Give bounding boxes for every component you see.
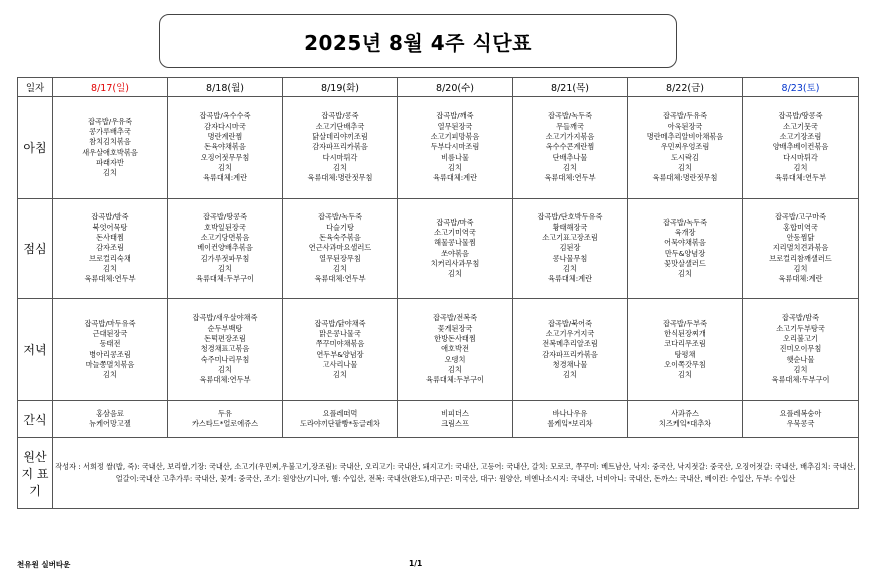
origin-text: 작성자 : 서희정 쌀(밥, 죽): 국내산, 보리쌀,기장: 국내산, 소고기(우민찌,우불고기,장조림): 국내산, 오리고기: 국내산, 돼지고기: 국내산, 고등어: 국내산, 갈치: 모로코, 쭈꾸미: 베트남산, 낙지: 중국산, 낙지젓갈: 중국산, 오징어젓갈: 국내산, 배추김치: 국내산, 얼갈이:국내산 고추가루: 국내산, 꽃게: 중국산, 조기: 원양산/기니아, 햄: 수입산, 전복: 국내산(완도),대구곤: 미국산, 대구: 원양산, 비엔나소시지: 국내산, 너비아니: 국내산, 돈까스: 국내산, 베이컨: 수입산, 두부: 수입산 — [53, 438, 859, 509]
menu-item: 요플레복숭아 — [779, 408, 822, 418]
menu-item: 김치 — [103, 263, 117, 273]
menu-item: 잡곡밥/땅콩죽 — [202, 212, 248, 222]
menu-item: 두유 — [218, 408, 232, 418]
menu-item: 잡곡밥/마죽 — [436, 217, 474, 227]
menu-item: 크림스프 — [441, 419, 469, 428]
page-title: 2025년 8월 4주 식단표 — [304, 30, 532, 55]
menu-item: 김치 — [678, 269, 692, 279]
menu-cell — [513, 97, 628, 199]
menu-item: 잡곡밥/마두유죽 — [84, 318, 136, 328]
menu-item: 뉴케어망고젤 — [89, 419, 131, 428]
menu-cell — [283, 97, 398, 199]
menu-item: 브로컬리숙채 — [89, 253, 131, 263]
menu-item: 육류대체:연두부 — [199, 375, 251, 385]
menu-cell — [53, 299, 168, 401]
meal-row-dinner — [18, 299, 859, 401]
menu-cell — [168, 97, 283, 199]
menu-item: 열무된장무침 — [319, 253, 361, 263]
menu-item: 오징어젓무무침 — [200, 152, 250, 162]
menu-item: 소고기두부탕국 — [776, 323, 825, 333]
menu-item: 잡곡밥/새우살야채죽 — [192, 313, 258, 323]
menu-item: 청경채표고볶음 — [200, 344, 250, 354]
menu-item: 도시락김 — [671, 152, 699, 162]
menu-item: 다시마튀각 — [783, 152, 818, 162]
menu-cell — [168, 199, 283, 299]
menu-item: 감자다시마국 — [204, 121, 246, 131]
menu-item: 김치 — [333, 162, 347, 172]
menu-cell — [168, 401, 283, 438]
menu-item: 육류대체:계란 — [547, 274, 593, 284]
menu-item: 명란계란찜 — [207, 132, 243, 142]
menu-item: 우묵콩국 — [786, 419, 815, 428]
menu-cell — [53, 199, 168, 299]
menu-cell — [53, 401, 168, 438]
menu-item: 마늘쫑멸치볶음 — [85, 359, 135, 369]
menu-item: 브로컬리참깨샐러드 — [769, 253, 832, 263]
menu-item: 잡곡밥/고구마죽 — [774, 212, 827, 222]
menu-item: 오이쪽갓무침 — [664, 359, 706, 369]
menu-item: 감자파프리카볶음 — [542, 349, 598, 359]
menu-item: 홍합미역국 — [783, 222, 818, 232]
meal-label: 저녁 — [18, 299, 53, 401]
day-header: 8/22(금) — [628, 78, 743, 97]
menu-item: 김치 — [333, 263, 347, 273]
menu-item: 육류대체:두부구이 — [771, 375, 830, 385]
menu-item: 무들깨국 — [556, 121, 584, 131]
menu-item: 육류대체:계란 — [202, 173, 248, 183]
menu-cell — [628, 299, 743, 401]
meal-label: 점심 — [18, 199, 53, 299]
menu-cell — [283, 299, 398, 401]
menu-item: 육류대체:연두부 — [774, 173, 827, 183]
menu-cell — [743, 97, 859, 199]
footer-organization: 천유원 실버타운 — [17, 560, 71, 569]
menu-item: 잡곡밥/녹두죽 — [662, 217, 708, 227]
menu-cell — [628, 97, 743, 199]
day-header: 8/21(목) — [513, 78, 628, 97]
menu-item: 황태해장국 — [552, 222, 588, 232]
menu-item: 만두&양념장 — [664, 248, 706, 258]
menu-item: 양배추베이컨볶음 — [772, 142, 829, 152]
menu-item: 다시마튀각 — [322, 152, 358, 162]
menu-item: 비름나물 — [441, 152, 469, 162]
menu-item: 김치 — [563, 263, 577, 273]
menu-item: 육류대체:계란 — [778, 274, 823, 284]
menu-item: 잡곡밥/두유죽 — [662, 111, 708, 121]
menu-item: 소고기장조림 — [779, 132, 822, 142]
menu-item: 잡곡밥/북어죽 — [547, 318, 593, 328]
menu-item: 콩가루배추국 — [89, 126, 131, 136]
menu-item: 연두부&양념장 — [316, 349, 364, 359]
menu-cell — [398, 299, 513, 401]
menu-item: 고사리나물 — [322, 359, 358, 369]
menu-item: 순두부백탕 — [207, 323, 243, 333]
menu-item: 지리멸치견과볶음 — [772, 243, 829, 253]
menu-item: 꽃게된장국 — [437, 323, 473, 333]
menu-item: 돈사태찜 — [96, 233, 124, 243]
menu-item: 잡곡밥/닭야채죽 — [314, 318, 366, 328]
menu-item: 육류대체:두부구이 — [196, 274, 254, 284]
menu-item: 김치 — [678, 162, 692, 172]
menu-item: 청경채나물 — [552, 359, 588, 369]
menu-item: 한방돈사태찜 — [434, 334, 476, 344]
menu-cell — [398, 97, 513, 199]
menu-item: 오리불고기 — [783, 334, 818, 344]
menu-item: 잡곡밥/콩죽 — [321, 111, 359, 121]
menu-item: 단배추나물 — [552, 152, 588, 162]
menu-item: 다슬기탕 — [326, 222, 354, 232]
menu-item: 잡곡밥/녹두죽 — [547, 111, 593, 121]
menu-item: 요플레떠먹 — [322, 408, 358, 418]
menu-item: 소고기단배추국 — [315, 121, 365, 131]
menu-cell — [513, 199, 628, 299]
menu-item: 어묵야채볶음 — [664, 238, 706, 248]
menu-item: 탕평채 — [674, 349, 696, 359]
menu-item: 해물콩나물찜 — [434, 238, 476, 248]
menu-item: 꽃맛살샐러드 — [664, 258, 706, 268]
origin-label: 원산지 표기 — [18, 438, 53, 509]
menu-item: 육류대체:명란젓무침 — [652, 173, 718, 183]
menu-item: 애호박전 — [441, 344, 469, 354]
menu-item: 닭살데리야끼조림 — [312, 132, 368, 142]
menu-cell — [398, 199, 513, 299]
menu-item: 소고기뭇국 — [783, 121, 818, 131]
menu-item: 쭈꾸미야채볶음 — [315, 339, 365, 349]
menu-cell — [283, 199, 398, 299]
menu-item: 우민찌우엉조림 — [660, 142, 710, 152]
menu-cell — [398, 401, 513, 438]
menu-item: 맑은콩나물국 — [319, 328, 361, 338]
menu-item: 잡곡밥/밤죽 — [781, 313, 820, 323]
menu-item: 김치 — [563, 162, 577, 172]
menu-item: 육류대체:연두부 — [314, 274, 366, 284]
menu-item: 동태전 — [99, 339, 121, 349]
menu-table — [17, 77, 859, 509]
menu-item: 근대된장국 — [92, 328, 128, 338]
menu-item: 김치 — [218, 162, 232, 172]
menu-item: 잡곡밥/깨죽 — [436, 111, 474, 121]
menu-item: 코다리무조림 — [664, 339, 706, 349]
menu-cell — [513, 299, 628, 401]
menu-item: 김치 — [103, 370, 117, 380]
menu-item: 육류대체:계란 — [432, 173, 478, 183]
menu-item: 바나나우유 — [552, 408, 588, 418]
menu-item: 잡곡밥/땅콩죽 — [778, 111, 823, 121]
menu-item: 소고기당면볶음 — [200, 233, 250, 243]
menu-item: 롤케잌*보리차 — [547, 419, 593, 428]
menu-item: 햇순나물 — [786, 354, 815, 364]
menu-item: 치즈케잌*대추차 — [658, 419, 712, 428]
menu-item: 김치 — [793, 162, 808, 172]
origin-row — [18, 438, 859, 509]
menu-cell — [743, 401, 859, 438]
menu-cell — [628, 199, 743, 299]
menu-item: 새우살애호박볶음 — [82, 147, 138, 157]
menu-item: 소고기가지볶음 — [545, 132, 595, 142]
menu-cell — [283, 401, 398, 438]
menu-item: 명란메추리알비아채볶음 — [646, 132, 724, 142]
menu-item: 사과쥬스 — [671, 408, 699, 418]
menu-item: 감자조림 — [96, 243, 124, 253]
meal-row-snack — [18, 401, 859, 438]
menu-item: 열무된장국 — [437, 121, 473, 131]
title-box — [159, 14, 677, 68]
menu-item: 육류대체:연두부 — [84, 274, 136, 284]
menu-cell — [743, 199, 859, 299]
menu-item: 잡곡밥/단호박두유죽 — [537, 212, 603, 222]
menu-item: 김치 — [333, 370, 347, 380]
menu-item: 도라야끼단팥빵*동글레차 — [300, 419, 380, 428]
menu-item: 잡곡밥/옥수수죽 — [199, 111, 251, 121]
menu-item: 김치 — [103, 168, 117, 178]
menu-item: 파래자반 — [96, 157, 124, 167]
menu-item: 옥수수콘계란찜 — [545, 142, 595, 152]
menu-item: 베이컨양배추볶음 — [197, 243, 253, 253]
menu-item: 병아리콩조림 — [89, 349, 131, 359]
menu-item: 두부다시마조림 — [430, 142, 480, 152]
menu-item: 연근사과마요샐러드 — [308, 243, 372, 253]
menu-item: 김가루젓파무침 — [200, 253, 250, 263]
menu-item: 김치 — [678, 370, 692, 380]
menu-item: 오뎅치 — [444, 354, 466, 364]
meal-label: 아침 — [18, 97, 53, 199]
menu-item: 안동찜닭 — [786, 233, 815, 243]
menu-item: 쏘야볶음 — [441, 248, 469, 258]
menu-item: 진미오이무침 — [779, 344, 822, 354]
menu-item: 잡곡밥/녹두죽 — [317, 212, 363, 222]
menu-item: 육류대체:두부구이 — [426, 375, 484, 385]
meal-label: 간식 — [18, 401, 53, 438]
menu-item: 소고기우거지국 — [545, 328, 595, 338]
menu-item: 비피더스 — [441, 408, 469, 418]
menu-item: 김치 — [448, 364, 462, 374]
menu-item: 소고기미역국 — [434, 227, 476, 237]
meal-row-breakfast — [18, 97, 859, 199]
menu-item: 돈육야채볶음 — [204, 142, 246, 152]
menu-item: 감자파프리카볶음 — [312, 142, 368, 152]
day-header: 8/19(화) — [283, 78, 398, 97]
menu-cell — [628, 401, 743, 438]
menu-item: 김치 — [218, 263, 232, 273]
menu-item: 육류대체:연두부 — [544, 173, 596, 183]
menu-item: 김치 — [793, 263, 808, 273]
menu-item: 홍삼음료 — [96, 408, 124, 418]
menu-item: 육개장 — [674, 227, 696, 237]
menu-item: 소고기표고장조림 — [542, 233, 598, 243]
menu-item: 돈떡편장조림 — [204, 334, 246, 344]
menu-item: 김치 — [793, 364, 808, 374]
menu-item: 전복메추리알조림 — [542, 339, 598, 349]
meal-row-lunch — [18, 199, 859, 299]
menu-item: 아욱된장국 — [667, 121, 703, 131]
menu-item: 김치 — [563, 370, 577, 380]
header-row — [18, 78, 859, 97]
menu-cell — [513, 401, 628, 438]
day-header: 8/18(월) — [168, 78, 283, 97]
menu-item: 참치김치볶음 — [89, 137, 131, 147]
menu-cell — [743, 299, 859, 401]
footer-page-number: 1/1 — [409, 559, 423, 568]
menu-item: 육류대체:명란젓무침 — [307, 173, 373, 183]
menu-item: 돈육숙주볶음 — [319, 233, 361, 243]
menu-item: 잡곡밥/전복죽 — [432, 313, 478, 323]
day-header: 8/17(일) — [53, 78, 168, 97]
menu-item: 치커리사과무침 — [430, 258, 480, 268]
menu-item: 카스타드*얼로에쥬스 — [191, 419, 259, 428]
menu-item: 잡곡밥/밤죽 — [91, 212, 129, 222]
menu-item: 잡곡밥/두부죽 — [662, 318, 708, 328]
day-header: 8/20(수) — [398, 78, 513, 97]
menu-item: 호박잎된장국 — [204, 222, 246, 232]
day-header: 8/23(토) — [743, 78, 859, 97]
menu-item: 김치 — [448, 269, 462, 279]
menu-item: 김된장 — [559, 243, 581, 253]
menu-cell — [168, 299, 283, 401]
header-date-label: 일자 — [18, 78, 53, 97]
menu-item: 한식된장찌개 — [664, 328, 706, 338]
menu-item: 콩나물무침 — [552, 253, 588, 263]
menu-item: 잡곡밥/우유죽 — [87, 116, 133, 126]
menu-item: 소고기피망볶음 — [430, 132, 480, 142]
menu-item: 북엇어묵탕 — [92, 222, 128, 232]
menu-item: 김치 — [448, 162, 462, 172]
menu-cell — [53, 97, 168, 199]
menu-item: 숙주미나리무침 — [200, 354, 250, 364]
menu-item: 김치 — [218, 364, 232, 374]
